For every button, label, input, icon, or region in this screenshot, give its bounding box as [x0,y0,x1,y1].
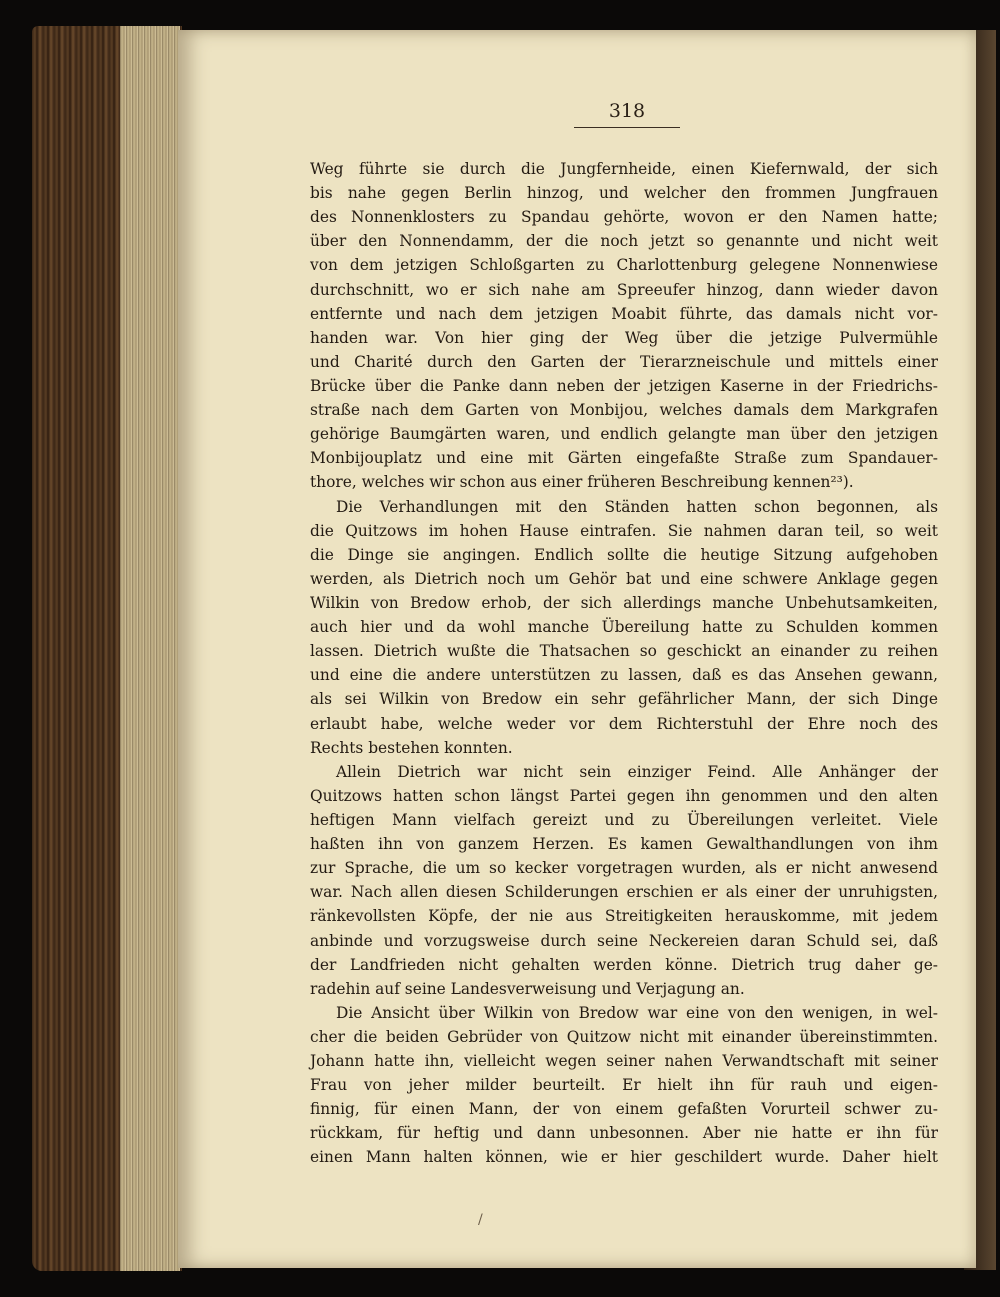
text-line: als sei Wilkin von Bredow ein sehr gefährlicher Mann, der sich Dinge [310,690,938,709]
text-line: entfernte und nach dem jetzigen Moabit führte, das damals nicht vor- [310,304,938,323]
page-number: 318 [608,100,646,122]
text-line: handen war. Von hier ging der Weg über die jetzige Pulvermühle [310,328,938,347]
text-line: haßten ihn von ganzem Herzen. Es kamen Gewalthandlungen von ihm [310,835,938,854]
text-line: thore, welches wir schon aus einer früheren Beschreibung kennen²³). [310,473,854,492]
text-line: anbinde und vorzugsweise durch seine Neckereien daran Schuld sei, daß [310,931,938,950]
text-line: finnig, für einen Mann, der von einem gefaßten Vorurteil schwer zu- [310,1100,938,1119]
text-line: cher die beiden Gebrüder von Quitzow nicht mit einander übereinstimmten. [310,1027,938,1046]
text-line: auch hier und da wohl manche Übereilung hatte zu Schulden kommen [310,618,938,637]
body-text [310,157,938,1170]
text-line: und Charité durch den Garten der Tierarzneischule und mittels einer [310,352,938,371]
text-line: erlaubt habe, welche weder vor dem Richterstuhl der Ehre noch des [310,714,938,733]
text-line: lassen. Dietrich wußte die Thatsachen so geschickt an einander zu reihen [310,642,938,661]
text-line: bis nahe gegen Berlin hinzog, und welcher den frommen Jungfrauen [310,184,938,203]
text-line: war. Nach allen diesen Schilderungen erschien er als einer der unruhigsten, [310,883,938,902]
text-line: Quitzows hatten schon längst Partei gegen ihn genommen und den alten [310,786,938,805]
text-line: Rechts bestehen konnten. [310,738,513,757]
page-stack-edge [120,26,180,1271]
text-line: radehin auf seine Landesverweisung und Verjagung an. [310,979,745,998]
paragraph-first-line: Die Verhandlungen mit den Ständen hatten schon begonnen, als [336,497,938,516]
text-line: über den Nonnendamm, der die noch jetzt so genannte und nicht weit [310,232,938,251]
text-line: von dem jetzigen Schloßgarten zu Charlottenburg gelegene Nonnenwiese [310,256,938,275]
text-line: Brücke über die Panke dann neben der jetzigen Kaserne in der Friedrichs- [310,376,938,395]
text-line: des Nonnenklosters zu Spandau gehörte, wovon er den Namen hatte; [310,208,938,227]
text-line: gehörige Baumgärten waren, und endlich gelangte man über den jetzigen [310,425,938,444]
text-line: die Dinge sie angingen. Endlich sollte die heutige Sitzung aufgehoben [310,545,938,564]
text-line: Monbijouplatz und eine mit Gärten eingefaßte Straße zum Spandauer- [310,449,938,468]
text-line: Johann hatte ihn, vielleicht wegen seiner nahen Verwandtschaft mit seiner [310,1052,938,1071]
text-line: einen Mann halten können, wie er hier geschildert wurde. Daher hielt [310,1148,938,1167]
text-line: Weg führte sie durch die Jungfernheide, einen Kiefernwald, der sich [310,160,938,178]
text-line: die Quitzows im hohen Hause eintrafen. Sie nahmen daran teil, so weit [310,521,938,540]
text-line: zur Sprache, die um so kecker vorgetragen wurden, als er nicht anwesend [310,859,938,878]
text-line: Wilkin von Bredow erhob, der sich allerdings manche Unbehutsamkeiten, [310,593,938,612]
text-line: heftigen Mann vielfach gereizt und zu Übereilungen verleitet. Viele [310,810,938,829]
text-line: ränkevollsten Köpfe, der nie aus Streitigkeiten herauskomme, mit jedem [310,907,938,926]
text-line: Frau von jeher milder beurteilt. Er hielt ihn für rauh und eigen- [310,1076,938,1095]
text-line: und eine die andere unterstützen zu lassen, daß es das Ansehen gewann, [310,666,938,685]
paragraph-first-line: Die Ansicht über Wilkin von Bredow war eine von den wenigen, in wel- [336,1003,938,1022]
text-line: durchschnitt, wo er sich nahe am Spreeufer hinzog, dann wieder davon [310,280,938,299]
page-number-rule [574,127,680,128]
paragraph-first-line: Allein Dietrich war nicht sein einziger Feind. Alle Anhänger der [336,762,938,781]
stray-mark: / [478,1212,483,1228]
text-line: der Landfrieden nicht gehalten werden könne. Dietrich trug daher ge- [310,955,938,974]
text-line: werden, als Dietrich noch um Gehör bat und eine schwere Anklage gegen [310,569,938,588]
text-line: rückkam, für heftig und dann unbesonnen. Aber nie hatte er ihn für [310,1124,938,1143]
text-line: straße nach dem Garten von Monbijou, welches damals dem Markgrafen [310,401,938,420]
